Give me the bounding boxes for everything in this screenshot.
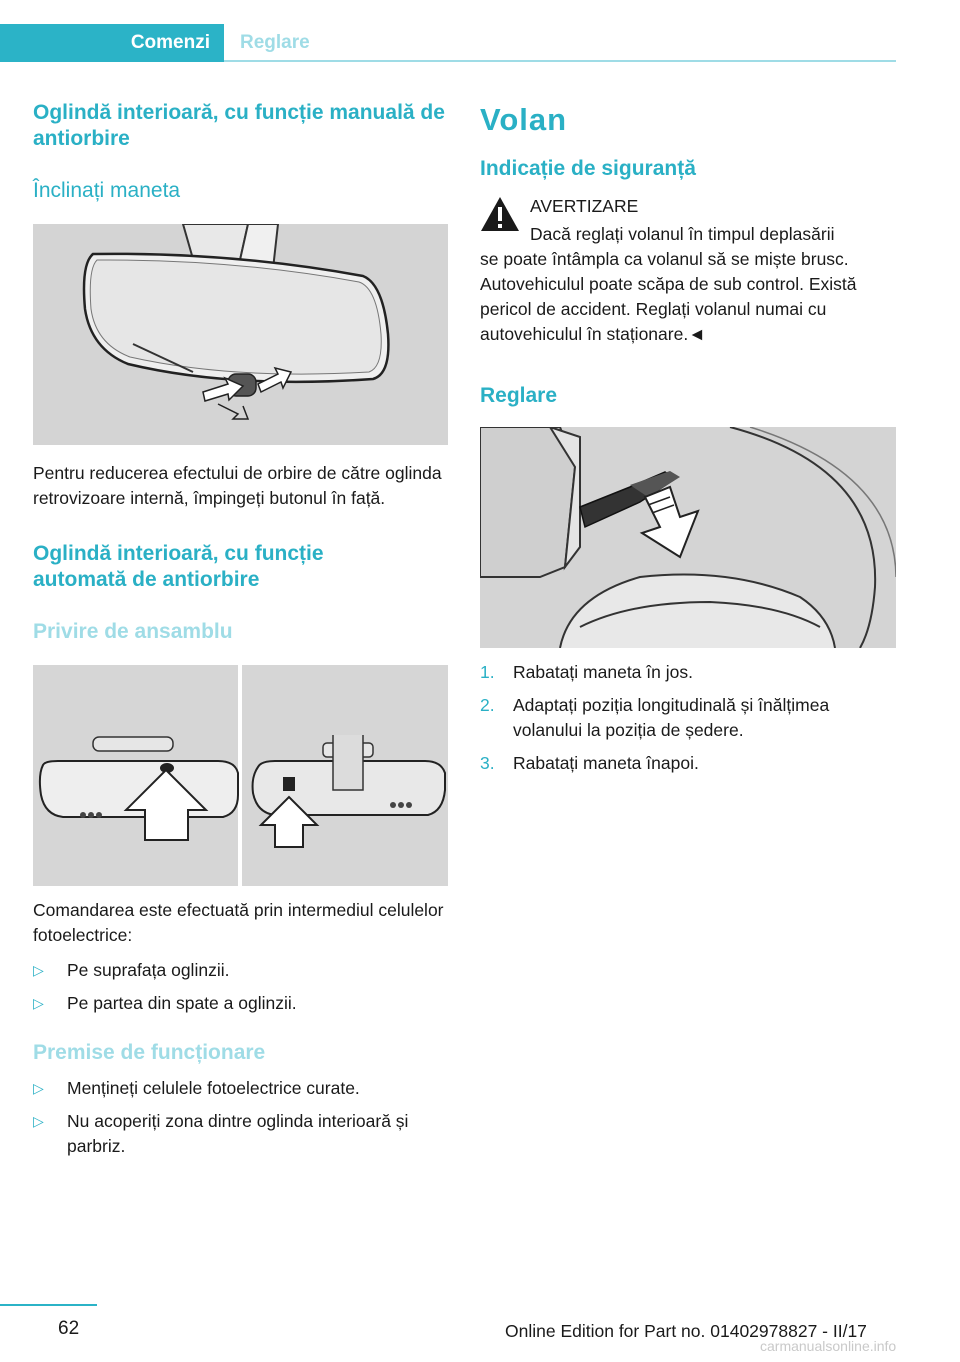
heading-tilt-lever: Înclinați maneta bbox=[33, 179, 181, 202]
warning-triangle-icon bbox=[480, 196, 520, 232]
watermark: carmanualsonline.info bbox=[760, 1338, 897, 1354]
list-item: 2. Adaptați poziția longitudinală și înălțimea volanului la poziția de ședere. bbox=[480, 695, 830, 740]
bullet-icon: ▷ bbox=[33, 962, 44, 978]
list-item: ▷ Nu acoperiți zona dintre oglinda interioară și parbriz. bbox=[33, 1111, 409, 1156]
warning-block bbox=[480, 194, 896, 347]
para-manual: Pentru reducerea efectului de orbire de către oglinda retrovizoare internă, împingeți butonul în față. bbox=[33, 463, 442, 508]
heading-overview: Privire de ansamblu bbox=[33, 620, 233, 643]
footer-divider bbox=[0, 1304, 97, 1306]
bullet-icon: ▷ bbox=[33, 995, 44, 1011]
figure-steering-lever bbox=[480, 427, 896, 648]
figure-manual-mirror bbox=[33, 224, 448, 445]
heading-safety: Indicație de siguranță bbox=[480, 157, 696, 180]
list-item: 3. Rabatați maneta înapoi. bbox=[480, 753, 699, 773]
page-number: 62 bbox=[58, 1318, 80, 1339]
heading-reglare: Reglare bbox=[480, 384, 558, 407]
heading-manual-mirror: Oglindă interioară, cu funcție manuală de antiorbire bbox=[33, 101, 445, 150]
header-tabs bbox=[0, 24, 896, 62]
list-item: ▷ Pe suprafața oglinzii. bbox=[33, 958, 448, 983]
left-column bbox=[33, 100, 448, 1167]
heading-volan: Volan bbox=[480, 102, 568, 137]
list-steps bbox=[480, 660, 896, 776]
tab-comenzi[interactable]: Comenzi bbox=[0, 24, 224, 62]
warning-text-first: Dacă reglați volanul în timpul deplasării bbox=[530, 224, 835, 244]
list-item: ▷ Mențineți celulele fotoelectrice curate. bbox=[33, 1076, 448, 1101]
tab-reglare[interactable]: Reglare bbox=[240, 32, 310, 53]
heading-prerequisites: Premise de funcționare bbox=[33, 1041, 266, 1064]
list-prerequisites bbox=[33, 1076, 448, 1159]
warning-title: AVERTIZARE bbox=[530, 196, 639, 216]
bullet-icon: ▷ bbox=[33, 1080, 44, 1096]
list-item: ▷ Pe partea din spate a oglinzii. bbox=[33, 991, 448, 1016]
para-auto: Comandarea este efectuată prin intermediul celulelor fotoelectrice: bbox=[33, 900, 444, 945]
right-column bbox=[480, 100, 896, 784]
list-sensors bbox=[33, 958, 448, 1016]
header-divider bbox=[224, 60, 896, 62]
warning-text: se poate întâmpla ca volanul să se miște brusc. Autovehiculul poate scăpa de sub control. Există pericol de accident. Reglați volanul numai cu autovehiculul în staționare.◄ bbox=[480, 249, 857, 344]
bullet-icon: ▷ bbox=[33, 1113, 44, 1129]
edition-text: Online Edition for Part no. 01402978827 - II/17 bbox=[505, 1321, 867, 1341]
list-item: 1. Rabatați maneta în jos. bbox=[480, 662, 693, 682]
heading-auto-mirror: Oglindă interioară, cu funcție automată de antiorbire bbox=[33, 542, 324, 591]
figure-auto-mirror bbox=[33, 665, 448, 886]
